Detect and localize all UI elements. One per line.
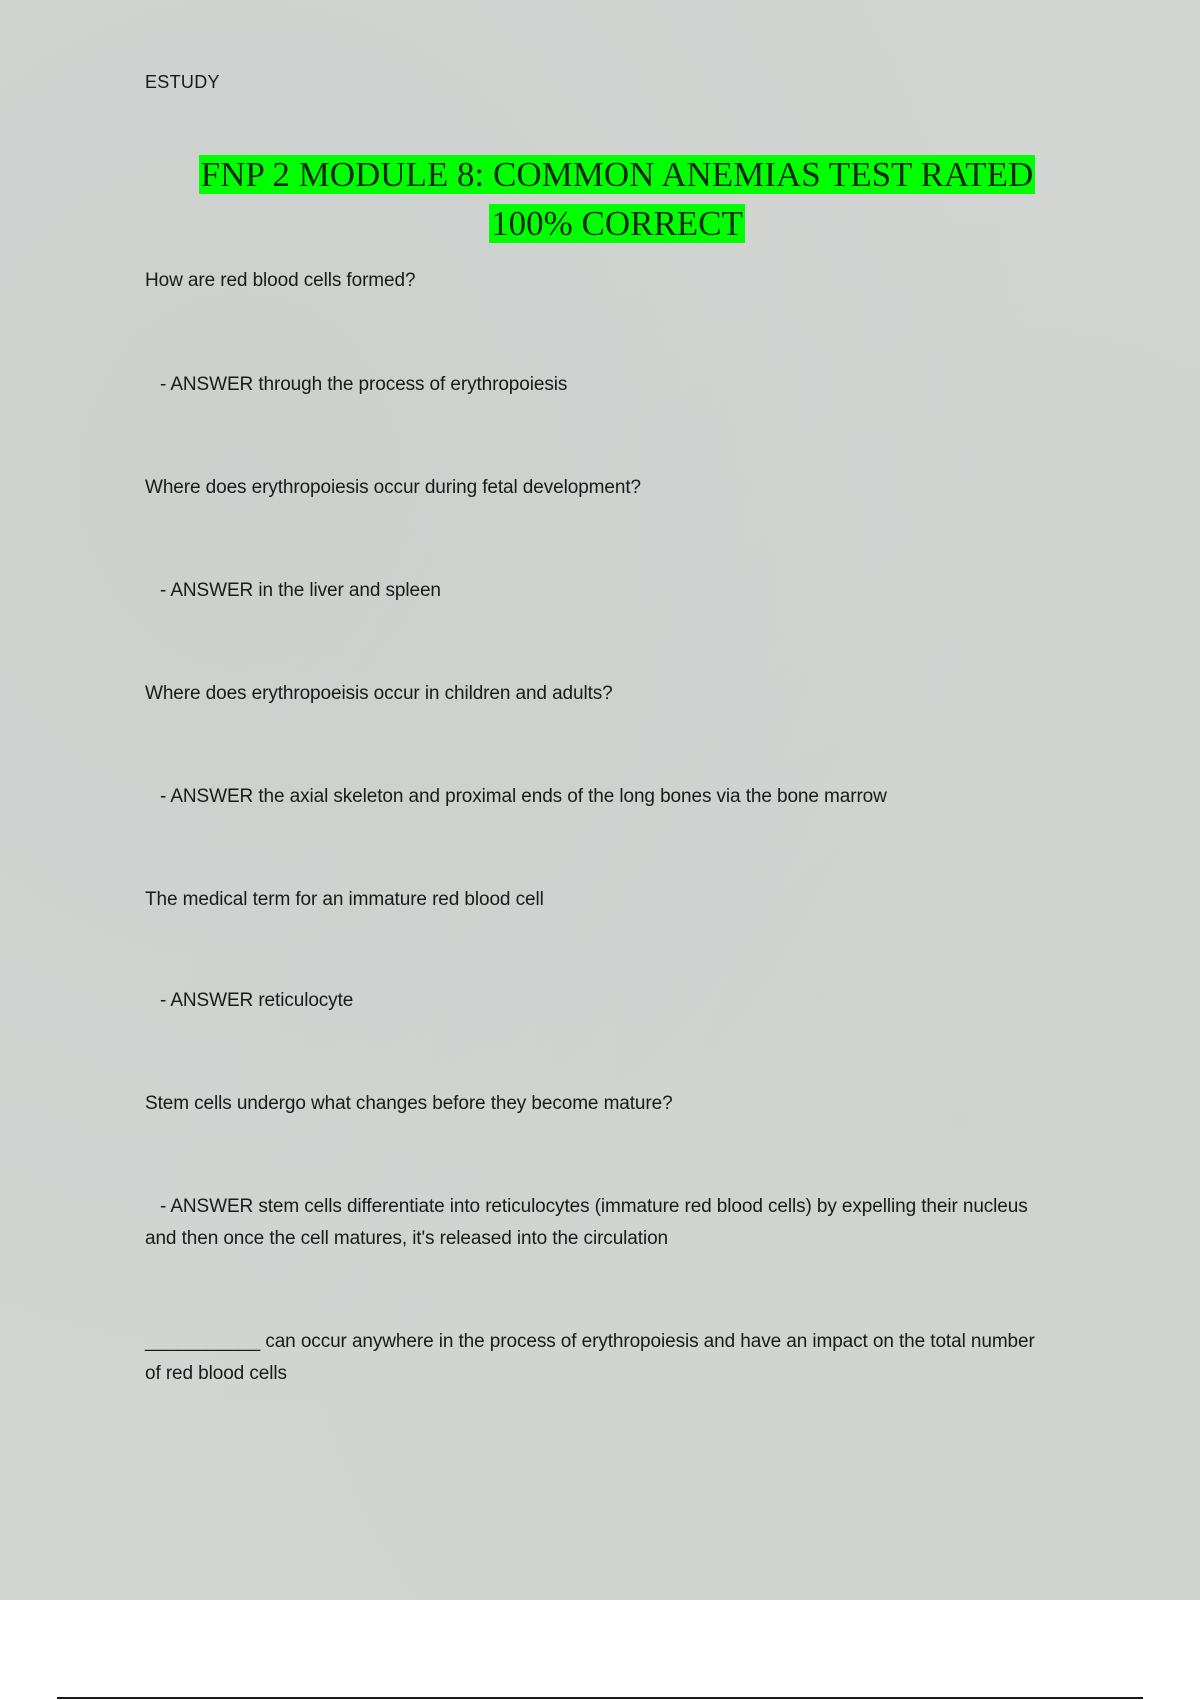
footer-rule: [57, 1697, 1143, 1699]
question-1: How are red blood cells formed?: [145, 270, 416, 291]
answer-5: - ANSWER stem cells differentiate into reticulocytes (immature red blood cells) by expelling their nucleus and then once the cell matures, it's released into the circulation: [145, 1196, 1028, 1249]
title-line-1: FNP 2 MODULE 8: COMMON ANEMIAS TEST RATED: [200, 155, 1034, 194]
question-5: Stem cells undergo what changes before they become mature?: [145, 1093, 673, 1114]
question-4: The medical term for an immature red blood cell: [145, 889, 544, 910]
answer-1: - ANSWER through the process of erythropoiesis: [160, 374, 568, 395]
final-question: ___________ can occur anywhere in the process of erythropoiesis and have an impact on the total number of red blood cells: [145, 1331, 1035, 1384]
title-line-2: 100% CORRECT: [491, 204, 743, 243]
header-label: ESTUDY: [145, 72, 220, 92]
answer-4: - ANSWER reticulocyte: [160, 990, 354, 1011]
document-title: [60, 150, 1174, 248]
question-2: Where does erythropoiesis occur during fetal development?: [145, 477, 641, 498]
answer-3: - ANSWER the axial skeleton and proximal ends of the long bones via the bone marrow: [160, 786, 887, 807]
answer-2: - ANSWER in the liver and spleen: [160, 580, 441, 601]
question-3: Where does erythropoeisis occur in children and adults?: [145, 683, 613, 704]
